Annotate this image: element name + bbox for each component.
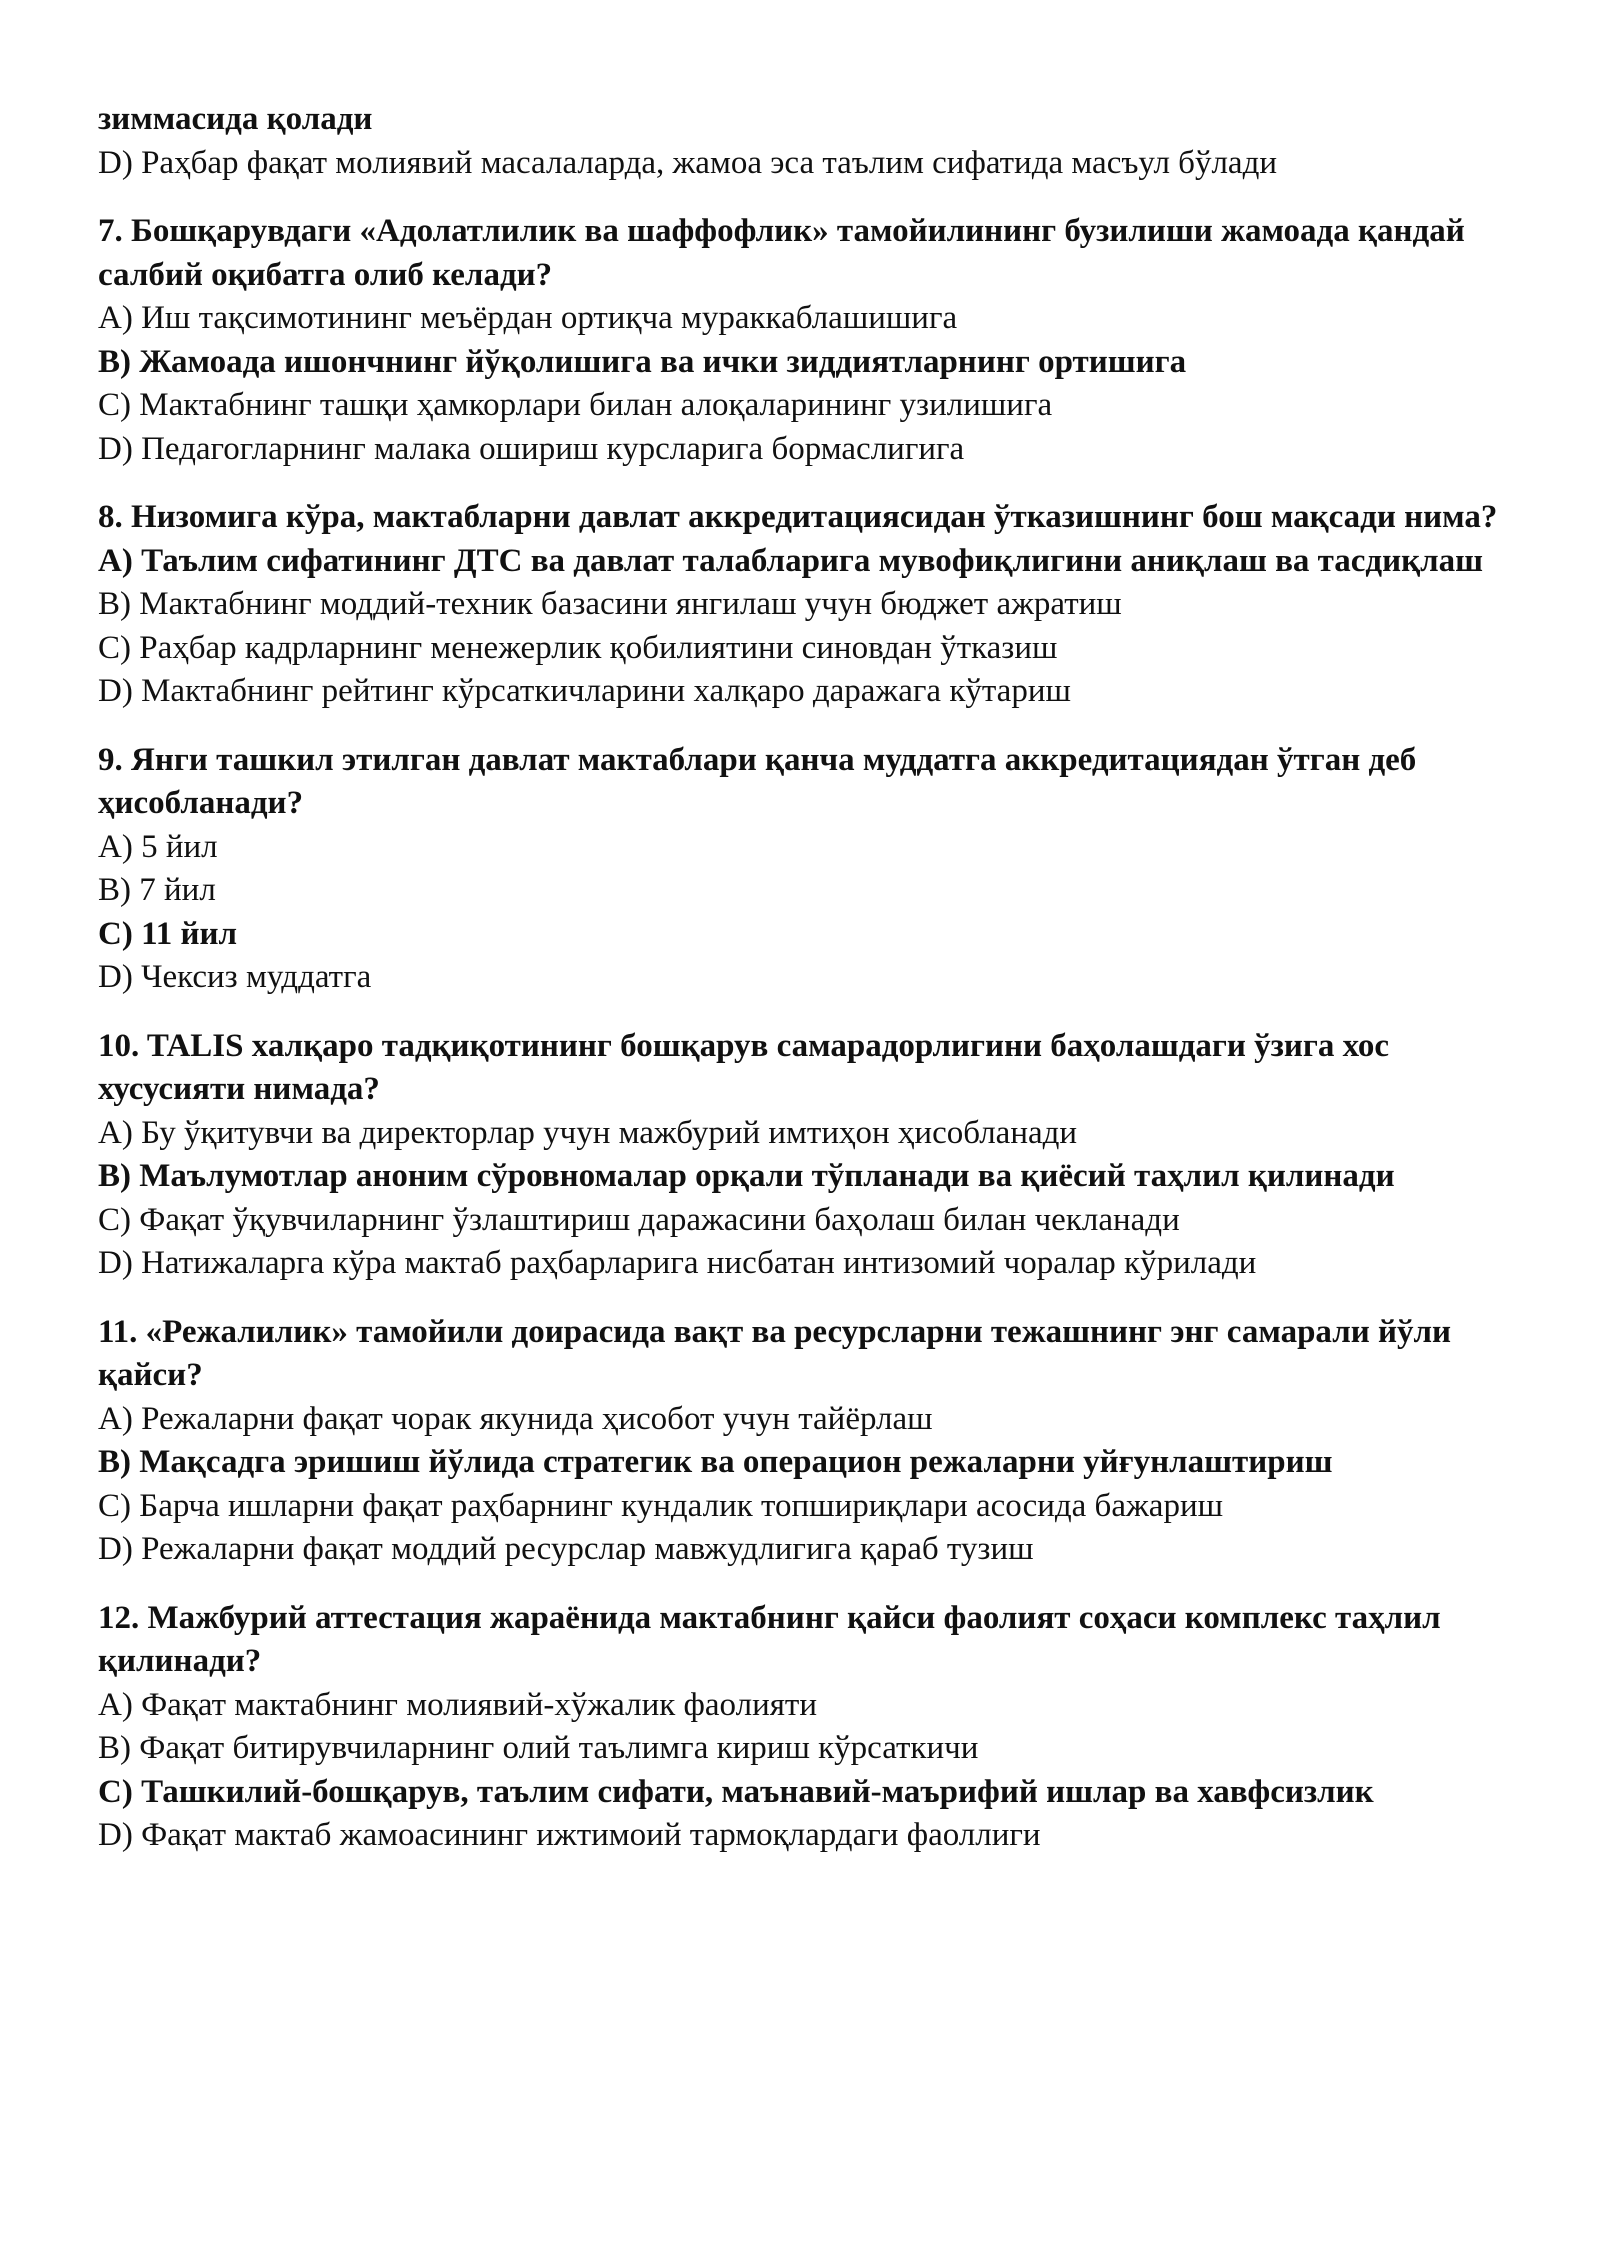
question-9 xyxy=(98,739,1528,1000)
option-c-correct: C) Ташкилий-бошқарув, таълим сифати, маънавий-маърифий ишлар ва хавфсизлик xyxy=(98,1773,1374,1810)
option-a-correct: A) Таълим сифатининг ДТС ва давлат талабларига мувофиқлигини аниқлаш ва тасдиқлаш xyxy=(98,542,1484,579)
question-7 xyxy=(98,210,1528,471)
question-text: 11. «Режалилик» тамойили доирасида вақт ва ресурсларни тежашнинг энг самарали йўли қайси? xyxy=(98,1313,1452,1393)
option-b-correct: B) Мақсадга эришиш йўлида стратегик ва операцион режаларни уйғунлаштириш xyxy=(98,1444,1333,1480)
continuation-block xyxy=(98,98,1528,185)
option-c: C) Мактабнинг ташқи ҳамкорлари билан алоқаларининг узилишига xyxy=(98,387,1053,423)
option-d: D) Педагогларнинг малака ошириш курсларига бормаслигига xyxy=(98,430,965,467)
question-text: 9. Янги ташкил этилган давлат мактаблари қанча муддатга аккредитациядан ўтган деб ҳисобланади? xyxy=(98,741,1417,821)
question-list xyxy=(98,210,1528,1858)
option-b-correct: B) Маълумотлар аноним сўровномалар орқали тўпланади ва қиёсий таҳлил қилинади xyxy=(98,1158,1395,1194)
option-b-correct: B) Жамоада ишончнинг йўқолишига ва ички зиддиятларнинг ортишига xyxy=(98,343,1187,380)
question-8 xyxy=(98,496,1528,714)
option-a: A) Иш тақсимотининг меъёрдан ортиқча мураккаблашишига xyxy=(98,300,958,336)
option-c: C) Фақат ўқувчиларнинг ўзлаштириш даражасини баҳолаш билан чекланади xyxy=(98,1201,1180,1238)
option-d: D) Мактабнинг рейтинг кўрсаткичларини халқаро даражага кўтариш xyxy=(98,673,1071,709)
continuation-text: зиммасида қолади xyxy=(98,101,373,137)
question-10 xyxy=(98,1025,1528,1286)
question-text: 12. Мажбурий аттестация жараёнида мактабнинг қайси фаолият соҳаси комплекс таҳлил қилинади? xyxy=(98,1599,1441,1679)
option-d: D) Натижаларга кўра мактаб раҳбарларига нисбатан интизомий чоралар кўрилади xyxy=(98,1245,1257,1281)
option-d: D) Фақат мактаб жамоасининг ижтимоий тармоқлардаги фаоллиги xyxy=(98,1817,1041,1853)
option-b: B) Фақат битирувчиларнинг олий таълимга кириш кўрсаткичи xyxy=(98,1730,979,1766)
document-page xyxy=(98,98,1528,1858)
option-a: A) Фақат мактабнинг молиявий-хўжалик фаолияти xyxy=(98,1686,817,1723)
option-a: A) Бу ўқитувчи ва директорлар учун мажбурий имтиҳон ҳисобланади xyxy=(98,1114,1078,1151)
option-d: D) Чексиз муддатга xyxy=(98,959,372,995)
question-text: 10. TALIS халқаро тадқиқотининг бошқарув самарадорлигини баҳолашдаги ўзига хос хусусияти нимада? xyxy=(98,1027,1390,1107)
question-text: 7. Бошқарувдаги «Адолатлилик ва шаффофлик» тамойилининг бузилиши жамоада қандай салбий оқибатга олиб келади? xyxy=(98,213,1465,293)
option-a: A) Режаларни фақат чорак якунида ҳисобот учун тайёрлаш xyxy=(98,1400,933,1437)
continuation-option-d: D) Раҳбар фақат молиявий масалаларда, жамоа эса таълим сифатида масъул бўлади xyxy=(98,144,1278,181)
option-c: C) Барча ишларни фақат раҳбарнинг кундалик топшириқлари асосида бажариш xyxy=(98,1487,1224,1524)
question-11 xyxy=(98,1311,1528,1572)
option-c: C) Раҳбар кадрларнинг менежерлик қобилиятини синовдан ўтказиш xyxy=(98,629,1058,666)
option-b: B) 7 йил xyxy=(98,872,216,908)
option-b: B) Мактабнинг моддий-техник базасини янгилаш учун бюджет ажратиш xyxy=(98,586,1122,622)
question-12 xyxy=(98,1597,1528,1858)
option-d: D) Режаларни фақат моддий ресурслар мавжудлигига қараб тузиш xyxy=(98,1531,1034,1567)
question-text: 8. Низомига кўра, мактабларни давлат аккредитациясидан ўтказишнинг бош мақсади нима? xyxy=(98,499,1498,535)
option-a: A) 5 йил xyxy=(98,828,218,865)
option-c-correct: C) 11 йил xyxy=(98,915,238,952)
